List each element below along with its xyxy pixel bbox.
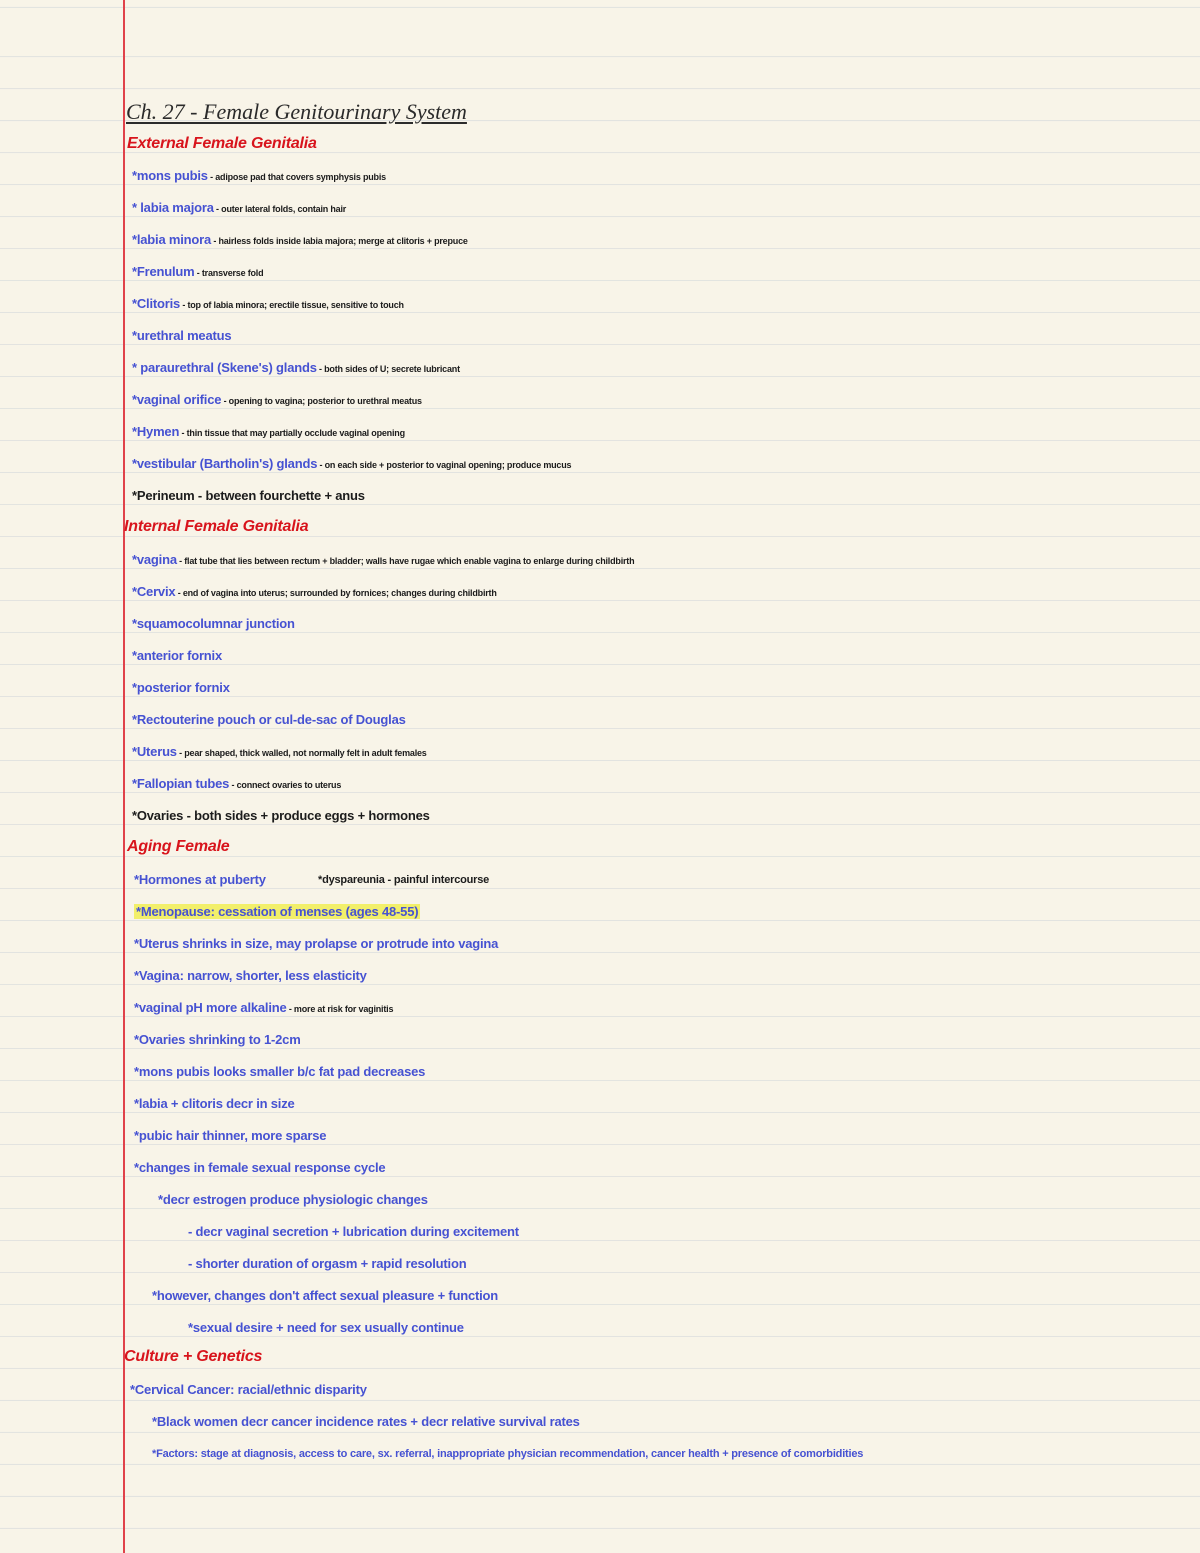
term: *Uterus xyxy=(132,744,177,759)
sub-item-estrogen: *decr estrogen produce physiologic changes xyxy=(158,1192,428,1207)
term: *mons pubis looks smaller b/c fat pad decreases xyxy=(134,1064,426,1079)
list-item xyxy=(132,608,295,640)
term: *vagina xyxy=(132,552,177,567)
sub-item-orgasm: - shorter duration of orgasm + rapid resolution xyxy=(188,1256,467,1271)
definition: - hairless folds inside labia majora; merge at clitoris + prepuce xyxy=(211,236,468,246)
term: *posterior fornix xyxy=(132,680,230,695)
list-item xyxy=(132,448,571,480)
term: *Vagina: narrow, shorter, less elasticity xyxy=(134,968,367,983)
definition: - connect ovaries to uterus xyxy=(229,780,342,790)
definition: - flat tube that lies between rectum + bladder; walls have rugae which enable vagina to enlarge during childbirth xyxy=(176,556,635,566)
sub-item-secretion: - decr vaginal secretion + lubrication during excitement xyxy=(188,1224,519,1239)
sub-item-black-women: *Black women decr cancer incidence rates + decr relative survival rates xyxy=(152,1414,580,1429)
term: *labia minora xyxy=(132,232,212,247)
term: *urethral meatus xyxy=(132,328,232,343)
list-item xyxy=(134,1152,385,1184)
list-item xyxy=(132,352,460,384)
list-item xyxy=(134,960,367,992)
definition: - top of labia minora; erectile tissue, sensitive to touch xyxy=(180,300,404,310)
term: *squamocolumnar junction xyxy=(132,616,295,631)
list-item xyxy=(134,1120,326,1152)
page-title: Ch. 27 - Female Genitourinary System xyxy=(126,99,467,124)
definition: - transverse fold xyxy=(194,268,264,278)
list-item xyxy=(132,736,427,768)
definition: - outer lateral folds, contain hair xyxy=(213,204,347,214)
list-item-menopause xyxy=(134,896,420,928)
term: *vaginal orifice xyxy=(132,392,222,407)
sub-item-factors: *Factors: stage at diagnosis, access to care, sx. referral, inappropriate physician recommendation, cancer health + presence of comorbidities xyxy=(152,1448,864,1460)
sub-item-desire: *sexual desire + need for sex usually continue xyxy=(188,1320,464,1335)
definition: - thin tissue that may partially occlude vaginal opening xyxy=(179,428,405,438)
section-heading-culture: Culture + Genetics xyxy=(124,1348,263,1365)
term: *Fallopian tubes xyxy=(132,776,230,791)
term: *mons pubis xyxy=(132,168,208,183)
definition: - end of vagina into uterus; surrounded by fornices; changes during childbirth xyxy=(175,588,497,598)
list-item xyxy=(132,160,386,192)
highlight-menopause: *Menopause: cessation of menses (ages 48-55) xyxy=(136,904,419,919)
definition: - both sides of U; secrete lubricant xyxy=(316,364,460,374)
list-item xyxy=(134,1056,425,1088)
section-heading-external: External Female Genitalia xyxy=(127,135,317,152)
list-item xyxy=(132,256,263,288)
term: *vestibular (Bartholin's) glands xyxy=(132,456,318,471)
term: *Frenulum xyxy=(132,264,195,279)
list-item xyxy=(132,544,634,576)
list-item-hormones-puberty: *Hormones at puberty xyxy=(134,872,266,887)
list-item xyxy=(132,288,404,320)
list-item xyxy=(134,992,393,1024)
list-item-ovaries: *Ovaries - both sides + produce eggs + hormones xyxy=(132,808,430,823)
definition: - adipose pad that covers symphysis pubis xyxy=(207,172,386,182)
term: *pubic hair thinner, more sparse xyxy=(134,1128,327,1143)
definition: - pear shaped, thick walled, not normally felt in adult females xyxy=(176,748,427,758)
list-item xyxy=(134,1024,301,1056)
section-heading-internal: Internal Female Genitalia xyxy=(124,518,309,535)
list-item xyxy=(134,1088,295,1120)
sub-item-however: *however, changes don't affect sexual pleasure + function xyxy=(152,1288,499,1303)
list-item-dyspareunia: *dyspareunia - painful intercourse xyxy=(318,874,490,886)
list-item xyxy=(132,704,406,736)
list-item xyxy=(132,320,231,352)
section-heading-aging: Aging Female xyxy=(127,838,230,855)
term: *Ovaries shrinking to 1-2cm xyxy=(134,1032,301,1047)
definition: - opening to vagina; posterior to urethral meatus xyxy=(221,396,422,406)
list-item xyxy=(134,928,498,960)
term: *labia + clitoris decr in size xyxy=(134,1096,295,1111)
list-item xyxy=(132,640,222,672)
definition: - on each side + posterior to vaginal opening; produce mucus xyxy=(317,460,572,470)
notebook-margin-line xyxy=(123,0,125,1553)
term: *Cervix xyxy=(132,584,176,599)
term: *Uterus shrinks in size, may prolapse or protrude into vagina xyxy=(134,936,499,951)
list-item xyxy=(132,384,422,416)
list-item xyxy=(132,416,405,448)
list-item-perineum: *Perineum - between fourchette + anus xyxy=(132,488,365,503)
term: *anterior fornix xyxy=(132,648,222,663)
term: * labia majora xyxy=(132,200,214,215)
term: *Hymen xyxy=(132,424,180,439)
list-item xyxy=(132,224,468,256)
term: *vaginal pH more alkaline xyxy=(134,1000,287,1015)
list-item xyxy=(132,192,346,224)
term: *changes in female sexual response cycle xyxy=(134,1160,386,1175)
term: *Clitoris xyxy=(132,296,181,311)
list-item xyxy=(132,768,341,800)
term: * paraurethral (Skene's) glands xyxy=(132,360,317,375)
list-item-cervical-cancer: *Cervical Cancer: racial/ethnic disparity xyxy=(130,1382,367,1397)
definition: - more at risk for vaginitis xyxy=(286,1004,394,1014)
list-item xyxy=(132,576,497,608)
list-item xyxy=(132,672,230,704)
term: *Rectouterine pouch or cul-de-sac of Douglas xyxy=(132,712,406,727)
